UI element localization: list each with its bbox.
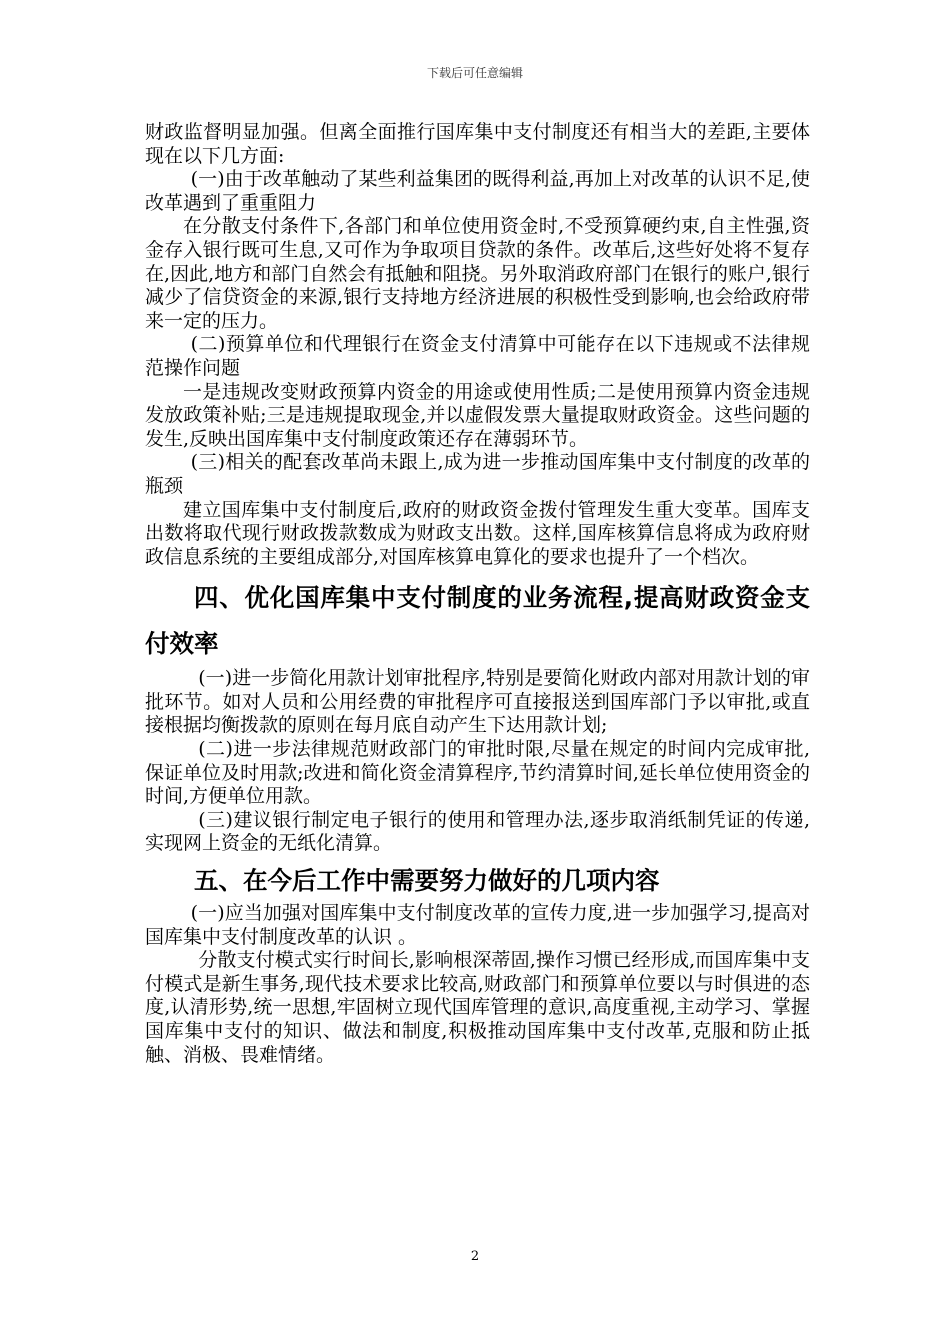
page-number: 2 — [470, 1249, 480, 1264]
subheading-paragraph: (一)应当加强对国库集中支付制度改革的宣传力度,进一步加强学习,提高对国库集中支付制度改革的认识 。 — [145, 902, 810, 948]
paragraph: 分散支付模式实行时间长,影响根深蒂固,操作习惯已经形成,而国库集中支付模式是新生事务,现代技术要求比较高,财政部门和预算单位要以与时俱进的态度,认清形势,统一思想,牢固树立现代国库管理的意识,高度重视,主动学习、掌握国库集中支付的知识、做法和制度,积极推动国库集中支付改革,克服和防止抵触、消极、畏难情绪。 — [145, 949, 810, 1066]
document-body — [145, 121, 810, 1067]
paragraph: 一是违规改变财政预算内资金的用途或使用性质;二是使用预算内资金违规发放政策补贴;三是违规提取现金,并以虚假发票大量提取财政资金。这些问题的发生,反映出国库集中支付制度政策还存在薄弱环节。 — [145, 380, 810, 450]
subheading-paragraph: (二)预算单位和代理银行在资金支付清算中可能存在以下违规或不法律规范操作问题 — [145, 333, 810, 379]
section-heading-5: 五、在今后工作中需要努力做好的几项内容 — [194, 866, 660, 896]
paragraph: (二)进一步法律规范财政部门的审批时限,尽量在规定的时间内完成审批,保证单位及时用款;改进和简化资金清算程序,节约清算时间,延长单位使用资金的时间,方便单位用款。 — [145, 738, 810, 808]
subheading-paragraph: (一)由于改革触动了某些利益集团的既得利益,再加上对改革的认识不足,使改革遇到了重重阻力 — [145, 168, 810, 214]
paragraph: 在分散支付条件下,各部门和单位使用资金时,不受预算硬约束,自主性强,资金存入银行既可生息,又可作为争取项目贷款的条件。改革后,这些好处将不复存在,因此,地方和部门自然会有抵触和阻挠。另外取消政府部门在银行的账户,银行减少了信贷资金的来源,银行支持地方经济进展的积极性受到影响,也会给政府带来一定的压力。 — [145, 215, 810, 332]
section-heading-4: 四、优化国库集中支付制度的业务流程,提高财政资金支付效率 — [145, 583, 810, 659]
paragraph: 建立国库集中支付制度后,政府的财政资金拨付管理发生重大变革。国库支出数将取代现行财政拨款数成为财政支出数。这样,国库核算信息将成为政府财政信息系统的主要组成部分,对国库核算电算化的要求也提升了一个档次。 — [145, 498, 810, 568]
page-header: 下载后可任意编辑 — [426, 66, 523, 80]
paragraph: (一)进一步简化用款计划审批程序,特别是要简化财政内部对用款计划的审批环节。如对人员和公用经费的审批程序可直接报送到国库部门予以审批,或直接根据均衡拨款的原则在每月底自动产生下达用款计划; — [145, 667, 810, 737]
paragraph: 财政监督明显加强。但离全面推行国库集中支付制度还有相当大的差距,主要体现在以下几方面: — [145, 121, 810, 167]
paragraph: (三)建议银行制定电子银行的使用和管理办法,逐步取消纸制凭证的传递,实现网上资金的无纸化清算。 — [145, 808, 810, 855]
subheading-paragraph: (三)相关的配套改革尚未跟上,成为进一步推动国库集中支付制度的改革的瓶颈 — [145, 451, 810, 497]
